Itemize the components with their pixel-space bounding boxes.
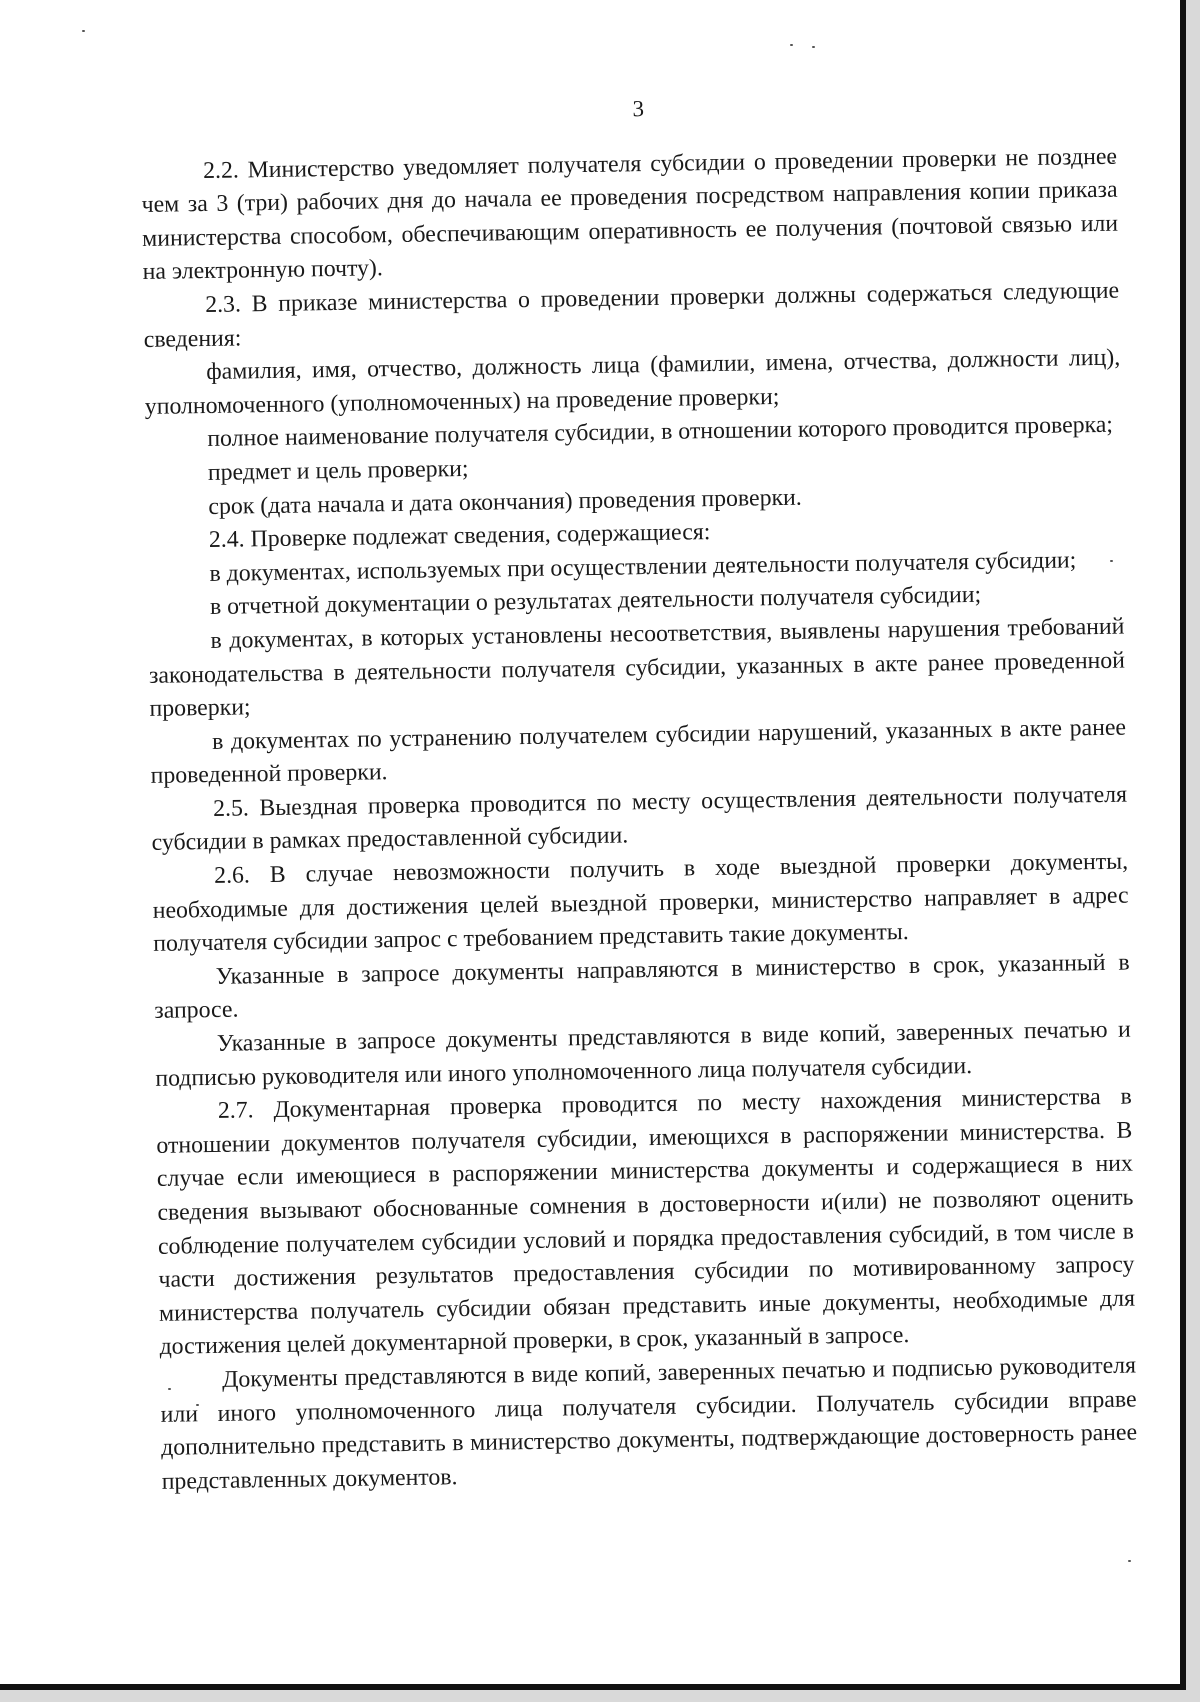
list-item: предмет и цель проверки; bbox=[207, 455, 469, 486]
list-item: срок (дата начала и дата окончания) проведения проверки. bbox=[208, 484, 802, 520]
scan-speck bbox=[1128, 1560, 1131, 1562]
scan-speck bbox=[82, 30, 85, 32]
scan-speck bbox=[812, 46, 815, 48]
list-item: в отчетной документации о результатах деятельности получателя субсидии; bbox=[209, 582, 982, 621]
list-item: полное наименование получателя субсидии, в отношении которого проводится проверка; bbox=[207, 412, 1114, 453]
paragraph-2-7: 2.7. Документарная проверка проводится по месту нахождения министерства в отношении документов получателя субсидии, имеющихся в распоряжении министерства. В случае если имеющиеся в распоряжении министерства документы и содержащиеся в них сведения вызывают обоснованные сомнения в достоверности и(или) не позволяют оценить соблюдение получателем субсидии условий и порядка предоставления субсидий, в том числе в части достижения результатов предоставления субсидии по мотивированному запросу министерства получатель субсидии обязан представить иные документы, необходимые для достижения целей документарной проверки, в срок, указанный в запросе. bbox=[156, 1083, 1136, 1361]
list-item: фамилия, имя, отчество, должность лица (фамилии, имена, отчества, должности лиц), уполномоченного (уполномоченных) на проведение проверки; bbox=[144, 344, 1121, 420]
paragraph-2-3: 2.3. В приказе министерства о проведении проверки должны содержаться следующие сведения: bbox=[143, 277, 1120, 353]
list-item: в документах по устранению получателем субсидии нарушений, указанных в акте ранее проведенной проверки. bbox=[150, 714, 1127, 790]
paragraph-2-2: 2.2. Министерство уведомляет получателя субсидии о проведении проверки не позднее чем за 3 (три) рабочих дня до начала ее проведения посредством направления копии приказа министерства способом, обеспечивающим оперативность ее получения (почтовой связью или на электронную почту). bbox=[141, 143, 1119, 286]
document-body bbox=[140, 85, 1138, 1500]
page-number: 3 bbox=[632, 96, 645, 122]
paragraph: Указанные в запросе документы направляются в министерство в срок, указанный в запросе. bbox=[154, 949, 1130, 1025]
paragraph: Указанные в запросе документы представляются в виде копий, заверенных печатью и подписью руководителя или иного уполномоченного лица получателя субсидии. bbox=[155, 1016, 1131, 1092]
list-item: в документах, в которых установлены несоответствия, выявлены нарушения требований законодательства в деятельности получателя субсидии, указанных в акте ранее проведенной проверки; bbox=[148, 613, 1126, 723]
paragraph-2-4: 2.4. Проверке подлежат сведения, содержащиеся: bbox=[208, 519, 711, 554]
paragraph-2-5: 2.5. Выездная проверка проводится по месту осуществления деятельности получателя субсидии в рамках предоставленной субсидии. bbox=[151, 781, 1128, 857]
paragraph-2-6: 2.6. В случае невозможности получить в ходе выездной проверки документы, необходимые для достижения целей выездной проверки, министерство направляет в адрес получателя субсидии запрос с требованием представить такие документы. bbox=[152, 848, 1129, 958]
paragraph: Документы представляются в виде копий, заверенных печатью и подписью руководителя или иного уполномоченного лица получателя субсидии. Получатель субсидии вправе дополнительно представить в министерство документы, подтверждающие достоверность ранее представленных документов. bbox=[160, 1352, 1138, 1495]
scan-speck bbox=[790, 44, 793, 46]
list-item: в документах, используемых при осуществлении деятельности получателя субсидии; bbox=[209, 547, 1077, 587]
